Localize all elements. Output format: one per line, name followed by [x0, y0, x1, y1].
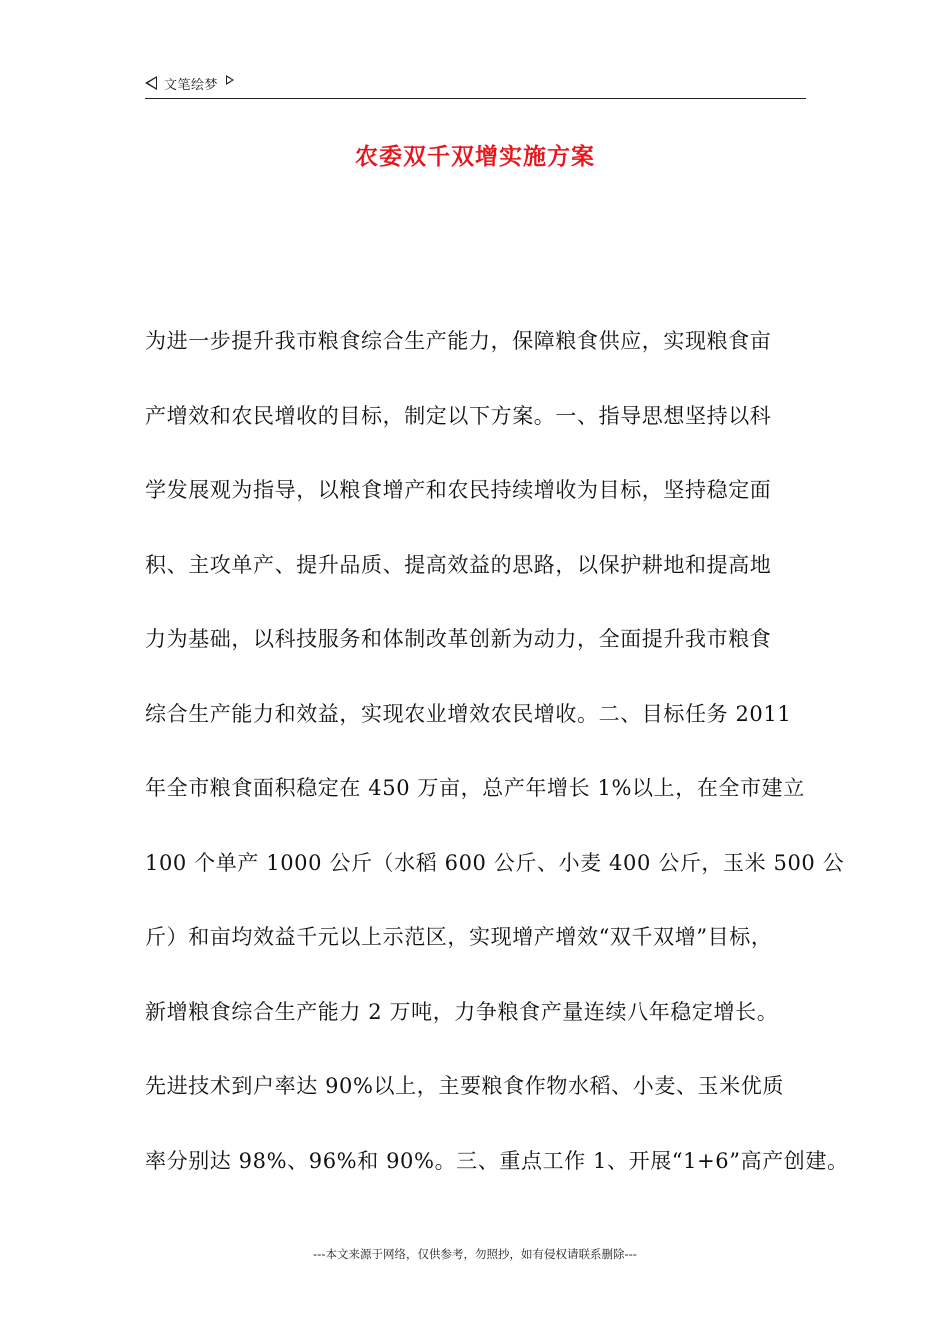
body-line: 率分别达 98%、96%和 90%。三、重点工作 1、开展“1+6”高产创建。 [145, 1148, 849, 1173]
body-line: 为进一步提升我市粮食综合生产能力，保障粮食供应，实现粮食亩 [145, 329, 772, 353]
body-line: 新增粮食综合生产能力 2 万吨，力争粮食产量连续八年稳定增长。 [145, 999, 779, 1024]
body-line: 100 个单产 1000 公斤（水稻 600 公斤、小麦 400 公斤，玉米 500 公 [145, 850, 845, 875]
body-line: 先进技术到户率达 90%以上，主要粮食作物水稻、小麦、玉米优质 [145, 1074, 784, 1098]
body-line: 综合生产能力和效益，实现农业增效农民增收。二、目标任务 2011 [145, 701, 792, 726]
triangle-right-outline-icon [226, 75, 234, 85]
page-footer-disclaimer: ---本文来源于网络，仅供参考，勿照抄，如有侵权请联系删除--- [313, 1247, 637, 1261]
document-title: 农委双千双增实施方案 [355, 143, 595, 170]
header-brand-group [145, 73, 234, 93]
document-body [145, 323, 849, 1217]
body-line: 斤）和亩均效益千元以上示范区，实现增产增效“双千双增”目标， [145, 925, 773, 949]
body-line: 产增效和农民增收的目标，制定以下方案。一、指导思想坚持以科 [145, 403, 772, 428]
header-brand: 文笔绘梦 [164, 77, 219, 93]
body-line: 力为基础，以科技服务和体制改革创新为动力，全面提升我市粮食 [145, 627, 772, 651]
triangle-left-outline-icon [145, 76, 157, 90]
body-line: 年全市粮食面积稳定在 450 万亩，总产年增长 1%以上，在全市建立 [145, 776, 805, 800]
body-line: 积、主攻单产、提升品质、提高效益的思路，以保护耕地和提高地 [145, 552, 772, 577]
page-header [145, 74, 806, 99]
body-line: 学发展观为指导，以粮食增产和农民持续增收为目标，坚持稳定面 [145, 478, 772, 502]
